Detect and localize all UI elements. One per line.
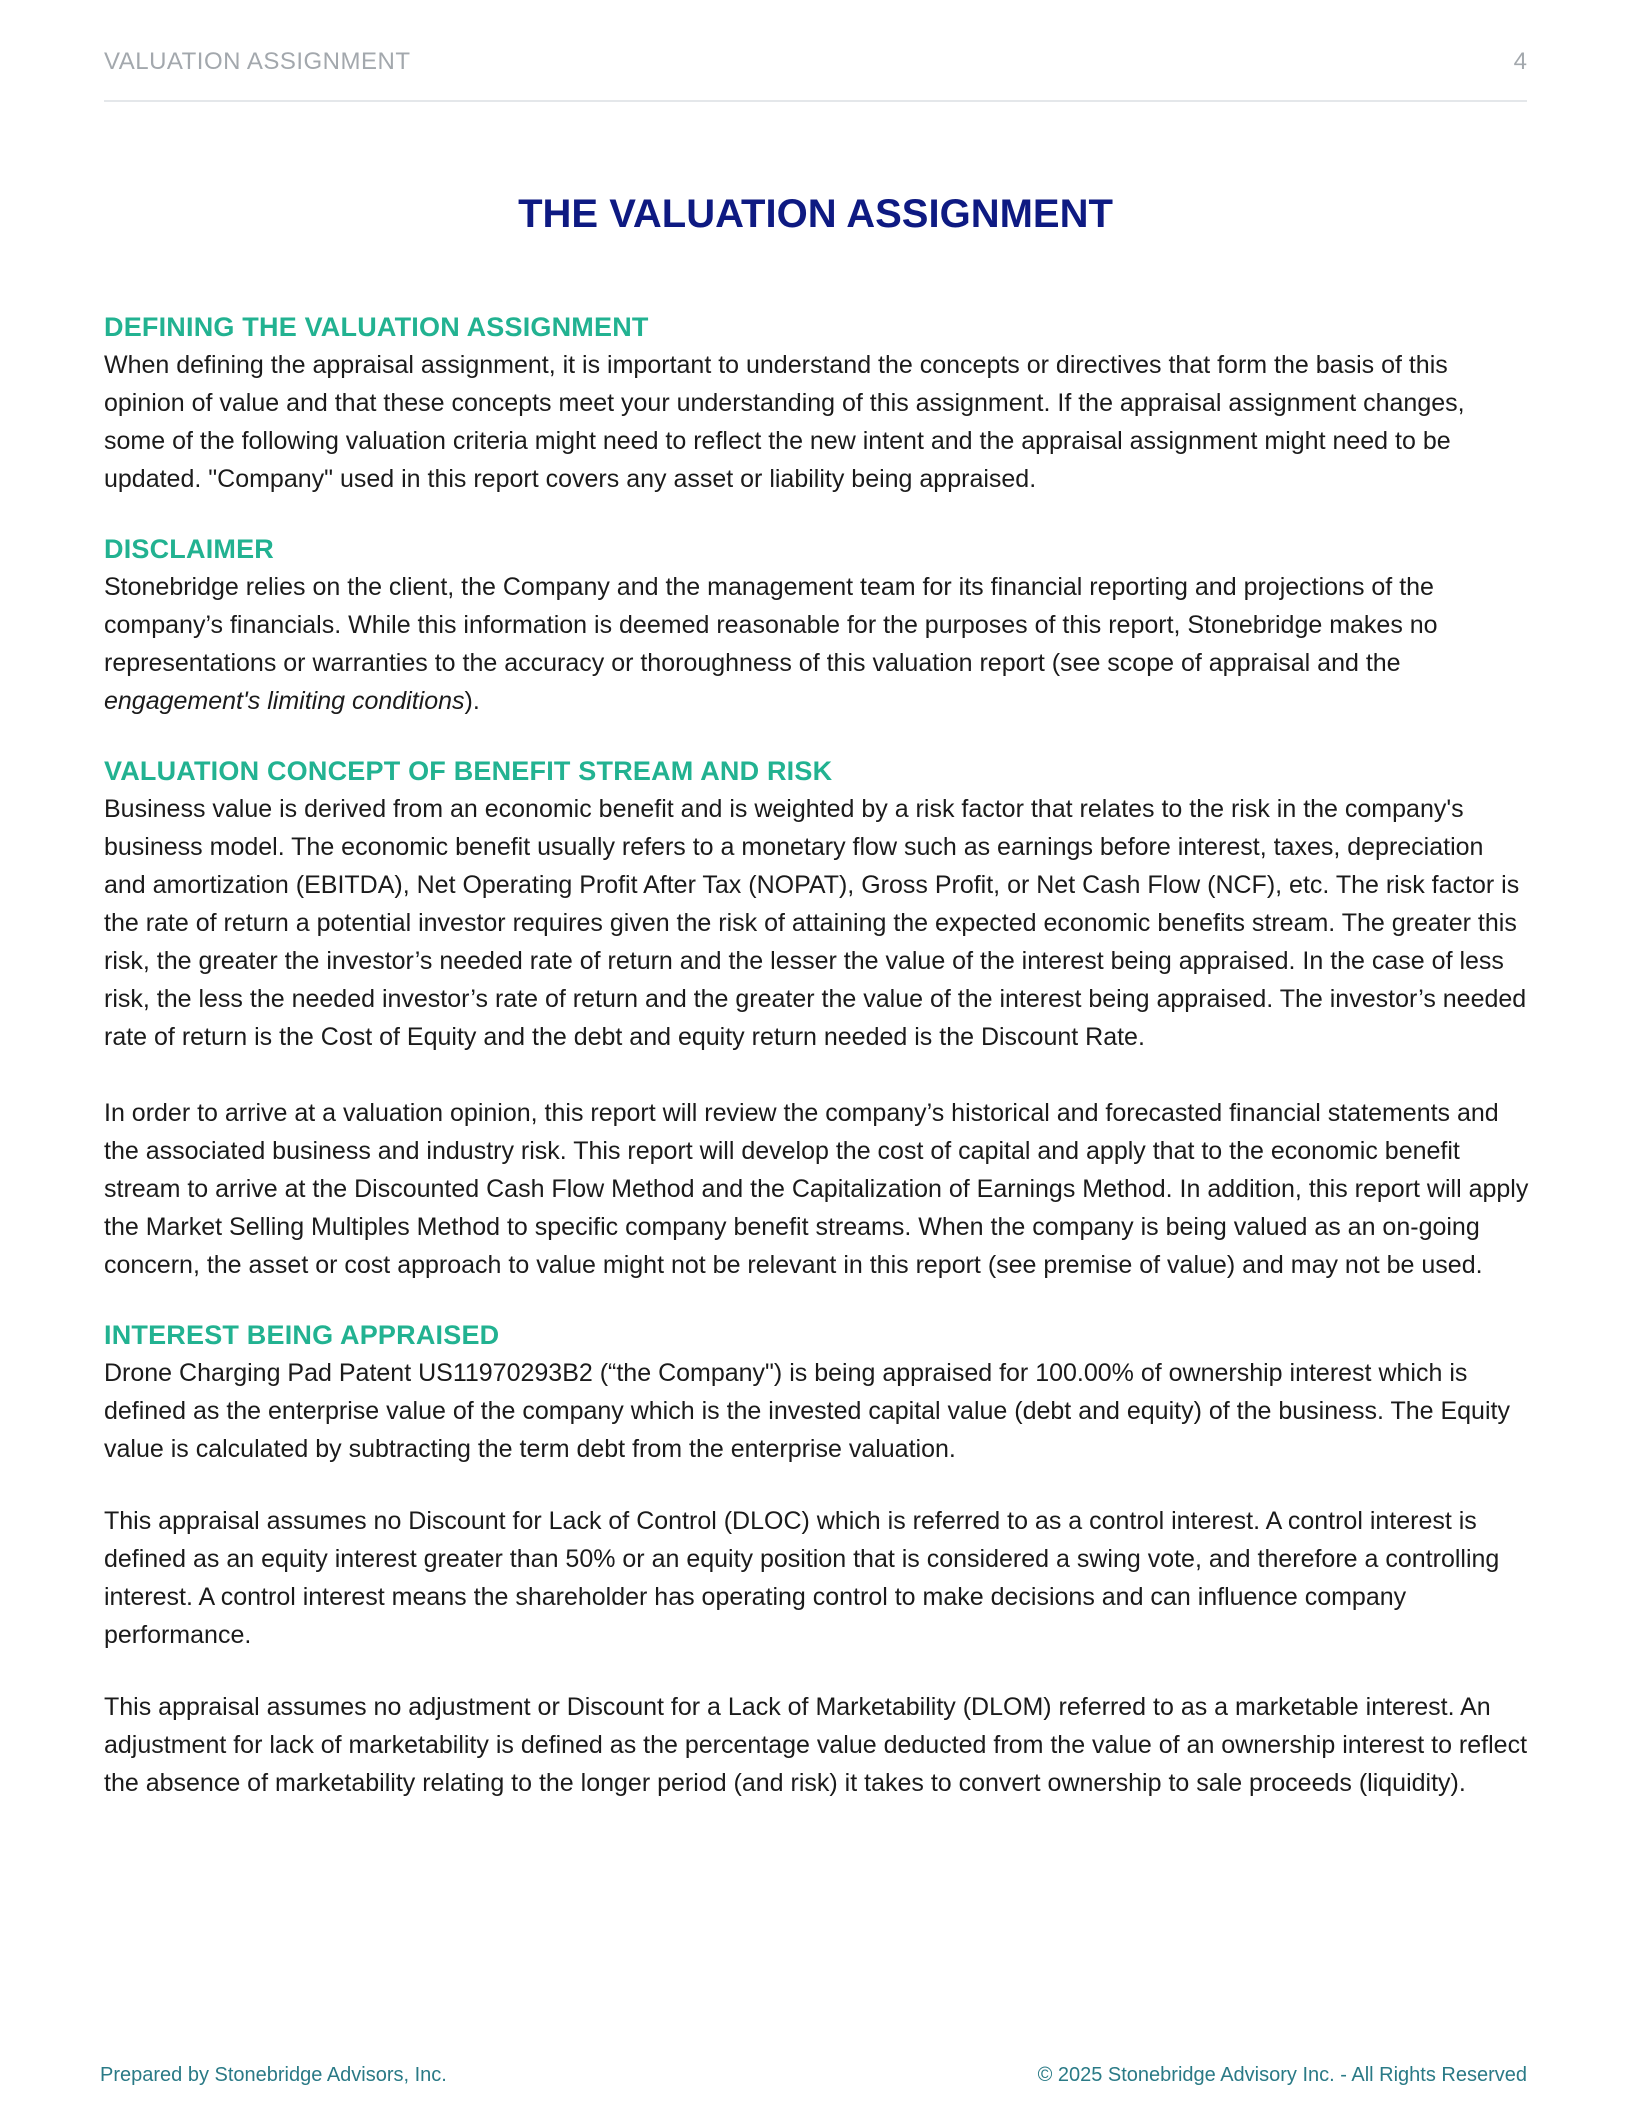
footer-prepared-by: Prepared by Stonebridge Advisors, Inc. <box>100 2064 447 2086</box>
page-title: THE VALUATION ASSIGNMENT <box>518 192 1113 236</box>
paragraph-interest-2: This appraisal assumes no Discount for Lack of Control (DLOC) which is referred to as a control interest. A control interest is defined as an equity interest greater than 50% or an equity position that is considered a swing vote, and therefore a controlling interest. A control interest means the shareholder has operating control to make decisions and can influence company performance. <box>104 1507 1500 1649</box>
paragraph-interest-1: Drone Charging Pad Patent US11970293B2 (“the Company") is being appraised for 100.00% of ownership interest which is defined as the enterprise value of the company which is the invested capital value (debt and equity) of the business. The Equity value is calculated by subtracting the term debt from the enterprise valuation. <box>104 1359 1510 1463</box>
footer-copyright: © 2025 Stonebridge Advisory Inc. - All Rights Reserved <box>1037 2064 1527 2086</box>
section-heading-interest: INTEREST BEING APPRAISED <box>104 1320 500 1350</box>
section-heading-benefit-stream: VALUATION CONCEPT OF BENEFIT STREAM AND RISK <box>104 756 833 786</box>
document-body <box>104 308 1529 1802</box>
paragraph-benefit-stream-1: Business value is derived from an economic benefit and is weighted by a risk factor that relates to the risk in the company's business model. The economic benefit usually refers to a monetary flow such as earnings before interest, taxes, depreciation and amortization (EBITDA), Net Operating Profit After Tax (NOPAT), Gross Profit, or Net Cash Flow (NCF), etc. The risk factor is the rate of return a potential investor requires given the risk of attaining the expected economic benefits stream. The greater this risk, the greater the investor’s needed rate of return and the lesser the value of the interest being appraised. In the case of less risk, the less the needed investor’s rate of return and the greater the value of the interest being appraised. The investor’s needed rate of return is the Cost of Equity and the debt and equity return needed is the Discount Rate. <box>104 795 1527 1051</box>
running-title: VALUATION ASSIGNMENT <box>104 48 411 75</box>
paragraph-interest-3: This appraisal assumes no adjustment or Discount for a Lack of Marketability (DLOM) referred to as a marketable interest. An adjustment for lack of marketability is defined as the percentage value deducted from the value of an ownership interest to reflect the absence of marketability relating to the longer period (and risk) it takes to convert ownership to sale proceeds (liquidity). <box>104 1693 1528 1797</box>
page-header <box>104 48 1527 102</box>
paragraph-benefit-stream-2: In order to arrive at a valuation opinion, this report will review the company’s historical and forecasted financial statements and the associated business and industry risk. This report will develop the cost of capital and apply that to the economic benefit stream to arrive at the Discounted Cash Flow Method and the Capitalization of Earnings Method. In addition, this report will apply the Market Selling Multiples Method to specific company benefit streams. When the company is being valued as an on-going concern, the asset or cost approach to value might not be relevant in this report (see premise of value) and may not be used. <box>104 1099 1529 1279</box>
paragraph-disclaimer <box>104 568 1529 720</box>
disclaimer-text: Stonebridge relies on the client, the Company and the management team for its financial reporting and projections of the company’s financials. While this information is deemed reasonable for the purposes of this report, Stonebridge makes no representations or warranties to the accuracy or thoroughness of this valuation report (see scope of appraisal and the <box>104 573 1438 677</box>
paragraph-defining: When defining the appraisal assignment, it is important to understand the concepts or directives that form the basis of this opinion of value and that these concepts meet your understanding of this assignment. If the appraisal assignment changes, some of the following valuation criteria might need to reflect the new intent and the appraisal assignment might need to be updated. "Company" used in this report covers any asset or liability being appraised. <box>104 351 1465 493</box>
section-heading-disclaimer: DISCLAIMER <box>104 534 274 564</box>
disclaimer-italic-text: engagement's limiting conditions <box>104 687 465 715</box>
page-number: 4 <box>1513 48 1527 75</box>
disclaimer-text-end: ). <box>464 687 480 715</box>
section-heading-defining: DEFINING THE VALUATION ASSIGNMENT <box>104 312 649 342</box>
